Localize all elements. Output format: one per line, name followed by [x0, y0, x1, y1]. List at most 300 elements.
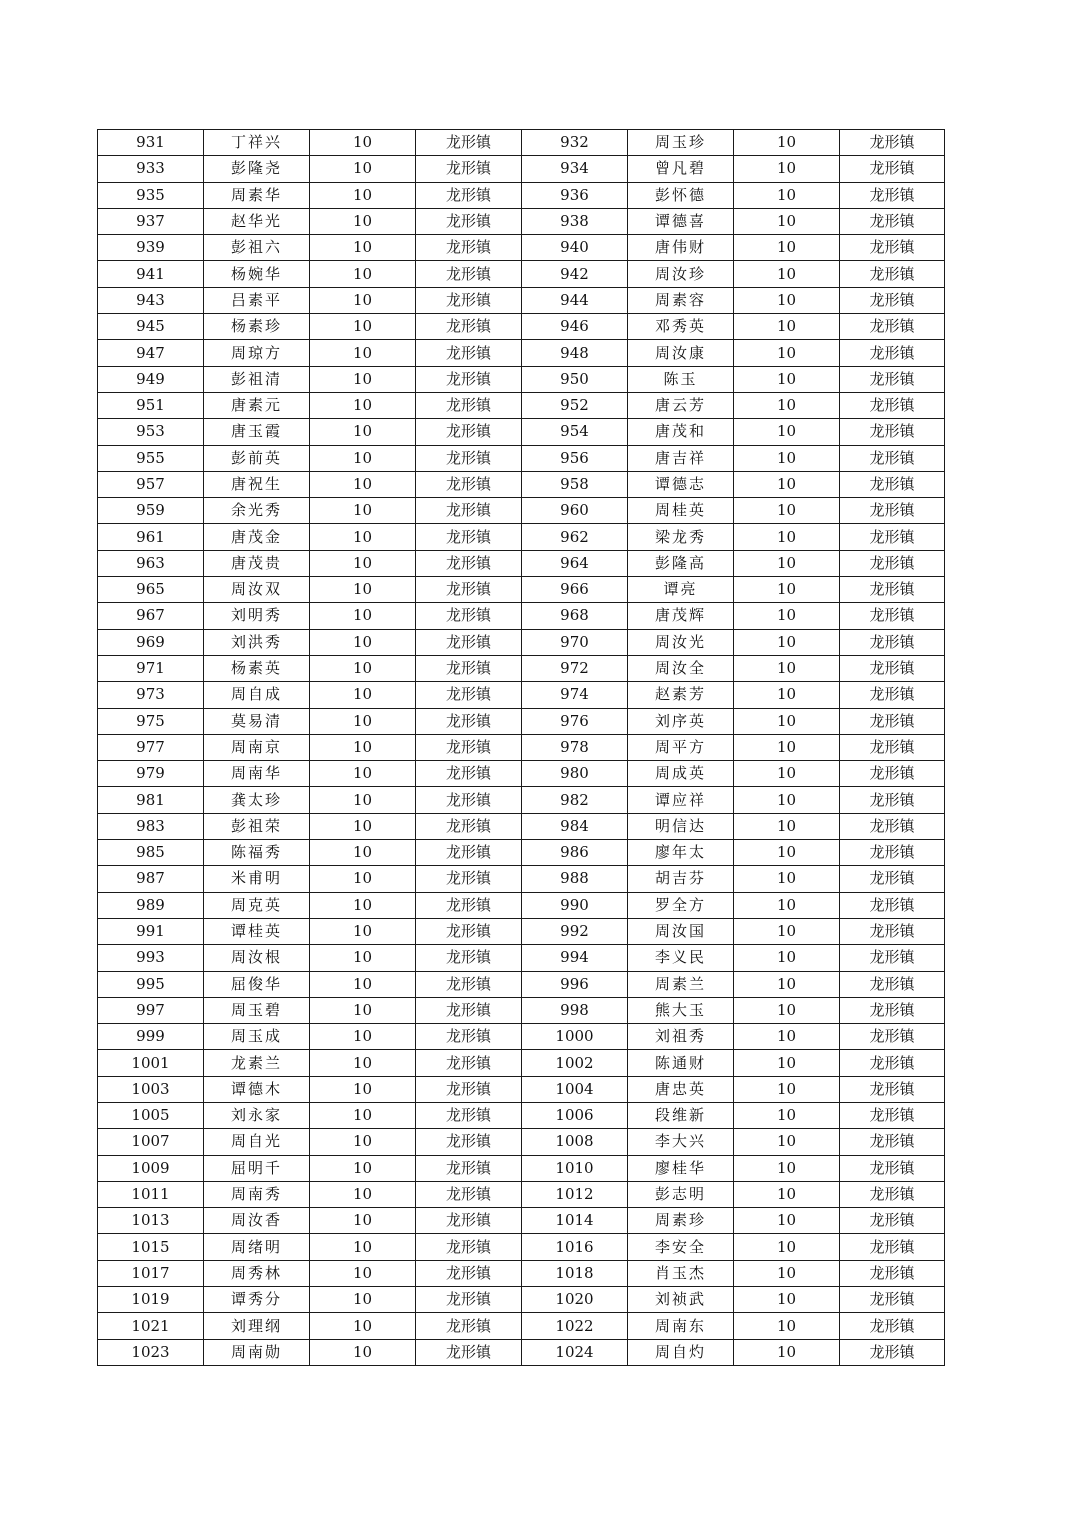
- person-name-cell: 谭德木: [204, 1076, 310, 1102]
- town-name-cell: 龙形镇: [416, 734, 522, 760]
- amount-value-cell: 10: [734, 1234, 840, 1260]
- table-row: [98, 603, 945, 629]
- person-name-cell: 赵素芳: [628, 682, 734, 708]
- person-name-cell: 彭祖六: [204, 235, 310, 261]
- town-name-cell: 龙形镇: [416, 392, 522, 418]
- town-name-cell: 龙形镇: [840, 524, 945, 550]
- record-number-cell: 986: [522, 840, 628, 866]
- amount-value-cell: 10: [310, 787, 416, 813]
- record-number-cell: 998: [522, 997, 628, 1023]
- amount-value-cell: 10: [310, 1208, 416, 1234]
- person-name-cell: 胡吉芬: [628, 866, 734, 892]
- table-row: [98, 655, 945, 681]
- town-name-cell: 龙形镇: [840, 997, 945, 1023]
- person-name-cell: 邓秀英: [628, 314, 734, 340]
- table-row: [98, 366, 945, 392]
- person-name-cell: 周南华: [204, 761, 310, 787]
- amount-value-cell: 10: [734, 392, 840, 418]
- record-number-cell: 1005: [98, 1102, 204, 1128]
- person-name-cell: 屈俊华: [204, 971, 310, 997]
- record-number-cell: 952: [522, 392, 628, 418]
- table-row: [98, 840, 945, 866]
- table-row: [98, 392, 945, 418]
- town-name-cell: 龙形镇: [416, 1102, 522, 1128]
- person-name-cell: 刘祖秀: [628, 1024, 734, 1050]
- town-name-cell: 龙形镇: [416, 130, 522, 156]
- record-number-cell: 981: [98, 787, 204, 813]
- amount-value-cell: 10: [310, 918, 416, 944]
- person-name-cell: 廖桂华: [628, 1155, 734, 1181]
- record-number-cell: 1001: [98, 1050, 204, 1076]
- town-name-cell: 龙形镇: [840, 156, 945, 182]
- person-name-cell: 刘理纲: [204, 1313, 310, 1339]
- person-name-cell: 杨婉华: [204, 261, 310, 287]
- person-name-cell: 周素华: [204, 182, 310, 208]
- record-number-cell: 1021: [98, 1313, 204, 1339]
- town-name-cell: 龙形镇: [840, 445, 945, 471]
- person-name-cell: 屈明千: [204, 1155, 310, 1181]
- amount-value-cell: 10: [310, 1339, 416, 1365]
- person-name-cell: 周南秀: [204, 1181, 310, 1207]
- amount-value-cell: 10: [734, 1181, 840, 1207]
- table-row: [98, 577, 945, 603]
- town-name-cell: 龙形镇: [840, 287, 945, 313]
- person-name-cell: 罗全方: [628, 892, 734, 918]
- town-name-cell: 龙形镇: [416, 498, 522, 524]
- amount-value-cell: 10: [310, 471, 416, 497]
- town-name-cell: 龙形镇: [840, 840, 945, 866]
- person-name-cell: 唐茂金: [204, 524, 310, 550]
- amount-value-cell: 10: [310, 761, 416, 787]
- amount-value-cell: 10: [734, 156, 840, 182]
- record-number-cell: 937: [98, 208, 204, 234]
- town-name-cell: 龙形镇: [840, 813, 945, 839]
- town-name-cell: 龙形镇: [840, 182, 945, 208]
- amount-value-cell: 10: [734, 655, 840, 681]
- table-row: [98, 1313, 945, 1339]
- person-name-cell: 谭秀分: [204, 1287, 310, 1313]
- table-row: [98, 471, 945, 497]
- table-row: [98, 1260, 945, 1286]
- person-name-cell: 余光秀: [204, 498, 310, 524]
- record-number-cell: 962: [522, 524, 628, 550]
- person-name-cell: 刘祯武: [628, 1287, 734, 1313]
- record-number-cell: 984: [522, 813, 628, 839]
- amount-value-cell: 10: [310, 655, 416, 681]
- record-number-cell: 996: [522, 971, 628, 997]
- town-name-cell: 龙形镇: [840, 471, 945, 497]
- amount-value-cell: 10: [310, 603, 416, 629]
- amount-value-cell: 10: [734, 813, 840, 839]
- town-name-cell: 龙形镇: [416, 208, 522, 234]
- amount-value-cell: 10: [310, 524, 416, 550]
- record-number-cell: 1019: [98, 1287, 204, 1313]
- town-name-cell: 龙形镇: [840, 892, 945, 918]
- town-name-cell: 龙形镇: [840, 734, 945, 760]
- town-name-cell: 龙形镇: [416, 287, 522, 313]
- record-number-cell: 964: [522, 550, 628, 576]
- record-number-cell: 957: [98, 471, 204, 497]
- town-name-cell: 龙形镇: [416, 1129, 522, 1155]
- person-name-cell: 周琼方: [204, 340, 310, 366]
- person-name-cell: 刘永家: [204, 1102, 310, 1128]
- town-name-cell: 龙形镇: [416, 419, 522, 445]
- person-name-cell: 龚太珍: [204, 787, 310, 813]
- table-row: [98, 1208, 945, 1234]
- amount-value-cell: 10: [734, 840, 840, 866]
- town-name-cell: 龙形镇: [840, 550, 945, 576]
- record-number-cell: 988: [522, 866, 628, 892]
- town-name-cell: 龙形镇: [840, 945, 945, 971]
- amount-value-cell: 10: [734, 682, 840, 708]
- record-number-cell: 935: [98, 182, 204, 208]
- person-name-cell: 刘序英: [628, 708, 734, 734]
- person-name-cell: 熊大玉: [628, 997, 734, 1023]
- table-row: [98, 1129, 945, 1155]
- town-name-cell: 龙形镇: [840, 1155, 945, 1181]
- table-row: [98, 1339, 945, 1365]
- amount-value-cell: 10: [734, 787, 840, 813]
- amount-value-cell: 10: [310, 261, 416, 287]
- person-name-cell: 彭隆尧: [204, 156, 310, 182]
- town-name-cell: 龙形镇: [416, 471, 522, 497]
- record-number-cell: 1004: [522, 1076, 628, 1102]
- roster-table: [97, 129, 945, 1366]
- record-number-cell: 1008: [522, 1129, 628, 1155]
- table-row: [98, 761, 945, 787]
- town-name-cell: 龙形镇: [416, 1208, 522, 1234]
- town-name-cell: 龙形镇: [840, 498, 945, 524]
- record-number-cell: 997: [98, 997, 204, 1023]
- person-name-cell: 明信达: [628, 813, 734, 839]
- record-number-cell: 990: [522, 892, 628, 918]
- record-number-cell: 956: [522, 445, 628, 471]
- table-row: [98, 1024, 945, 1050]
- town-name-cell: 龙形镇: [416, 1234, 522, 1260]
- person-name-cell: 周南东: [628, 1313, 734, 1339]
- table-row: [98, 1181, 945, 1207]
- record-number-cell: 967: [98, 603, 204, 629]
- town-name-cell: 龙形镇: [416, 1155, 522, 1181]
- amount-value-cell: 10: [734, 629, 840, 655]
- record-number-cell: 1012: [522, 1181, 628, 1207]
- amount-value-cell: 10: [310, 813, 416, 839]
- person-name-cell: 李义民: [628, 945, 734, 971]
- record-number-cell: 993: [98, 945, 204, 971]
- amount-value-cell: 10: [734, 866, 840, 892]
- amount-value-cell: 10: [734, 235, 840, 261]
- town-name-cell: 龙形镇: [416, 813, 522, 839]
- town-name-cell: 龙形镇: [840, 1050, 945, 1076]
- town-name-cell: 龙形镇: [416, 603, 522, 629]
- town-name-cell: 龙形镇: [416, 340, 522, 366]
- person-name-cell: 刘洪秀: [204, 629, 310, 655]
- record-number-cell: 985: [98, 840, 204, 866]
- amount-value-cell: 10: [734, 498, 840, 524]
- town-name-cell: 龙形镇: [840, 761, 945, 787]
- record-number-cell: 968: [522, 603, 628, 629]
- amount-value-cell: 10: [734, 1287, 840, 1313]
- town-name-cell: 龙形镇: [840, 208, 945, 234]
- person-name-cell: 彭祖清: [204, 366, 310, 392]
- amount-value-cell: 10: [310, 1155, 416, 1181]
- town-name-cell: 龙形镇: [840, 682, 945, 708]
- person-name-cell: 周素珍: [628, 1208, 734, 1234]
- person-name-cell: 周成英: [628, 761, 734, 787]
- town-name-cell: 龙形镇: [416, 629, 522, 655]
- person-name-cell: 米甫明: [204, 866, 310, 892]
- record-number-cell: 1009: [98, 1155, 204, 1181]
- amount-value-cell: 10: [734, 471, 840, 497]
- record-number-cell: 953: [98, 419, 204, 445]
- person-name-cell: 周汝香: [204, 1208, 310, 1234]
- amount-value-cell: 10: [310, 182, 416, 208]
- amount-value-cell: 10: [734, 366, 840, 392]
- amount-value-cell: 10: [734, 1076, 840, 1102]
- town-name-cell: 龙形镇: [840, 340, 945, 366]
- record-number-cell: 954: [522, 419, 628, 445]
- table-row: [98, 235, 945, 261]
- amount-value-cell: 10: [310, 392, 416, 418]
- town-name-cell: 龙形镇: [840, 629, 945, 655]
- town-name-cell: 龙形镇: [840, 787, 945, 813]
- person-name-cell: 彭祖荣: [204, 813, 310, 839]
- table-row: [98, 997, 945, 1023]
- record-number-cell: 951: [98, 392, 204, 418]
- person-name-cell: 谭德喜: [628, 208, 734, 234]
- amount-value-cell: 10: [310, 340, 416, 366]
- amount-value-cell: 10: [310, 708, 416, 734]
- amount-value-cell: 10: [734, 1260, 840, 1286]
- amount-value-cell: 10: [734, 314, 840, 340]
- record-number-cell: 948: [522, 340, 628, 366]
- person-name-cell: 唐祝生: [204, 471, 310, 497]
- record-number-cell: 1006: [522, 1102, 628, 1128]
- amount-value-cell: 10: [310, 629, 416, 655]
- amount-value-cell: 10: [734, 1050, 840, 1076]
- amount-value-cell: 10: [734, 971, 840, 997]
- town-name-cell: 龙形镇: [416, 1050, 522, 1076]
- amount-value-cell: 10: [310, 1313, 416, 1339]
- record-number-cell: 1014: [522, 1208, 628, 1234]
- town-name-cell: 龙形镇: [416, 945, 522, 971]
- town-name-cell: 龙形镇: [416, 708, 522, 734]
- record-number-cell: 1018: [522, 1260, 628, 1286]
- person-name-cell: 陈通财: [628, 1050, 734, 1076]
- person-name-cell: 周汝双: [204, 577, 310, 603]
- record-number-cell: 976: [522, 708, 628, 734]
- person-name-cell: 杨素珍: [204, 314, 310, 340]
- record-number-cell: 944: [522, 287, 628, 313]
- record-number-cell: 975: [98, 708, 204, 734]
- table-row: [98, 682, 945, 708]
- table-row: [98, 130, 945, 156]
- town-name-cell: 龙形镇: [840, 314, 945, 340]
- town-name-cell: 龙形镇: [840, 1287, 945, 1313]
- table-row: [98, 945, 945, 971]
- record-number-cell: 949: [98, 366, 204, 392]
- record-number-cell: 945: [98, 314, 204, 340]
- town-name-cell: 龙形镇: [840, 971, 945, 997]
- amount-value-cell: 10: [310, 1050, 416, 1076]
- table-row: [98, 550, 945, 576]
- table-row: [98, 918, 945, 944]
- record-number-cell: 960: [522, 498, 628, 524]
- amount-value-cell: 10: [734, 577, 840, 603]
- amount-value-cell: 10: [310, 366, 416, 392]
- table-row: [98, 971, 945, 997]
- person-name-cell: 唐茂贵: [204, 550, 310, 576]
- record-number-cell: 1015: [98, 1234, 204, 1260]
- amount-value-cell: 10: [310, 156, 416, 182]
- town-name-cell: 龙形镇: [840, 1102, 945, 1128]
- person-name-cell: 周玉碧: [204, 997, 310, 1023]
- person-name-cell: 周克英: [204, 892, 310, 918]
- amount-value-cell: 10: [734, 340, 840, 366]
- amount-value-cell: 10: [310, 287, 416, 313]
- town-name-cell: 龙形镇: [416, 918, 522, 944]
- record-number-cell: 974: [522, 682, 628, 708]
- table-row: [98, 629, 945, 655]
- amount-value-cell: 10: [734, 708, 840, 734]
- town-name-cell: 龙形镇: [840, 1024, 945, 1050]
- person-name-cell: 肖玉杰: [628, 1260, 734, 1286]
- record-number-cell: 1003: [98, 1076, 204, 1102]
- table-row: [98, 1234, 945, 1260]
- person-name-cell: 唐云芳: [628, 392, 734, 418]
- person-name-cell: 周玉成: [204, 1024, 310, 1050]
- person-name-cell: 谭亮: [628, 577, 734, 603]
- person-name-cell: 曾凡碧: [628, 156, 734, 182]
- town-name-cell: 龙形镇: [416, 997, 522, 1023]
- town-name-cell: 龙形镇: [416, 156, 522, 182]
- record-number-cell: 966: [522, 577, 628, 603]
- record-number-cell: 1020: [522, 1287, 628, 1313]
- record-number-cell: 955: [98, 445, 204, 471]
- person-name-cell: 周素兰: [628, 971, 734, 997]
- record-number-cell: 973: [98, 682, 204, 708]
- town-name-cell: 龙形镇: [416, 235, 522, 261]
- person-name-cell: 周自灼: [628, 1339, 734, 1365]
- town-name-cell: 龙形镇: [840, 918, 945, 944]
- amount-value-cell: 10: [310, 866, 416, 892]
- person-name-cell: 谭桂英: [204, 918, 310, 944]
- person-name-cell: 唐忠英: [628, 1076, 734, 1102]
- record-number-cell: 963: [98, 550, 204, 576]
- table-row: [98, 708, 945, 734]
- amount-value-cell: 10: [734, 603, 840, 629]
- record-number-cell: 940: [522, 235, 628, 261]
- amount-value-cell: 10: [310, 997, 416, 1023]
- person-name-cell: 谭应祥: [628, 787, 734, 813]
- town-name-cell: 龙形镇: [840, 577, 945, 603]
- table-row: [98, 866, 945, 892]
- amount-value-cell: 10: [310, 1234, 416, 1260]
- town-name-cell: 龙形镇: [840, 235, 945, 261]
- town-name-cell: 龙形镇: [416, 314, 522, 340]
- record-number-cell: 970: [522, 629, 628, 655]
- amount-value-cell: 10: [734, 524, 840, 550]
- town-name-cell: 龙形镇: [416, 682, 522, 708]
- table-row: [98, 1155, 945, 1181]
- record-number-cell: 972: [522, 655, 628, 681]
- record-number-cell: 941: [98, 261, 204, 287]
- person-name-cell: 李大兴: [628, 1129, 734, 1155]
- record-number-cell: 931: [98, 130, 204, 156]
- amount-value-cell: 10: [734, 1129, 840, 1155]
- record-number-cell: 961: [98, 524, 204, 550]
- record-number-cell: 946: [522, 314, 628, 340]
- person-name-cell: 丁祥兴: [204, 130, 310, 156]
- amount-value-cell: 10: [310, 734, 416, 760]
- person-name-cell: 彭隆高: [628, 550, 734, 576]
- person-name-cell: 彭志明: [628, 1181, 734, 1207]
- town-name-cell: 龙形镇: [840, 1208, 945, 1234]
- record-number-cell: 958: [522, 471, 628, 497]
- amount-value-cell: 10: [734, 945, 840, 971]
- amount-value-cell: 10: [310, 550, 416, 576]
- table-row: [98, 182, 945, 208]
- town-name-cell: 龙形镇: [840, 1260, 945, 1286]
- amount-value-cell: 10: [734, 208, 840, 234]
- table-row: [98, 1102, 945, 1128]
- table-row: [98, 156, 945, 182]
- amount-value-cell: 10: [734, 892, 840, 918]
- town-name-cell: 龙形镇: [840, 655, 945, 681]
- person-name-cell: 杨素英: [204, 655, 310, 681]
- person-name-cell: 周玉珍: [628, 130, 734, 156]
- town-name-cell: 龙形镇: [416, 182, 522, 208]
- record-number-cell: 947: [98, 340, 204, 366]
- roster-body: [98, 130, 945, 1366]
- town-name-cell: 龙形镇: [840, 366, 945, 392]
- town-name-cell: 龙形镇: [416, 577, 522, 603]
- town-name-cell: 龙形镇: [840, 866, 945, 892]
- table-row: [98, 1076, 945, 1102]
- town-name-cell: 龙形镇: [416, 366, 522, 392]
- town-name-cell: 龙形镇: [840, 1313, 945, 1339]
- person-name-cell: 周秀林: [204, 1260, 310, 1286]
- amount-value-cell: 10: [310, 577, 416, 603]
- person-name-cell: 彭前英: [204, 445, 310, 471]
- record-number-cell: 933: [98, 156, 204, 182]
- record-number-cell: 995: [98, 971, 204, 997]
- amount-value-cell: 10: [310, 1260, 416, 1286]
- town-name-cell: 龙形镇: [840, 603, 945, 629]
- town-name-cell: 龙形镇: [416, 524, 522, 550]
- record-number-cell: 936: [522, 182, 628, 208]
- amount-value-cell: 10: [734, 1102, 840, 1128]
- person-name-cell: 吕素平: [204, 287, 310, 313]
- record-number-cell: 969: [98, 629, 204, 655]
- record-number-cell: 977: [98, 734, 204, 760]
- person-name-cell: 彭怀德: [628, 182, 734, 208]
- record-number-cell: 1022: [522, 1313, 628, 1339]
- person-name-cell: 梁龙秀: [628, 524, 734, 550]
- amount-value-cell: 10: [310, 1129, 416, 1155]
- person-name-cell: 唐吉祥: [628, 445, 734, 471]
- person-name-cell: 莫易清: [204, 708, 310, 734]
- amount-value-cell: 10: [310, 1102, 416, 1128]
- town-name-cell: 龙形镇: [840, 1339, 945, 1365]
- record-number-cell: 939: [98, 235, 204, 261]
- town-name-cell: 龙形镇: [416, 655, 522, 681]
- town-name-cell: 龙形镇: [416, 971, 522, 997]
- amount-value-cell: 10: [734, 261, 840, 287]
- record-number-cell: 938: [522, 208, 628, 234]
- table-row: [98, 787, 945, 813]
- person-name-cell: 段维新: [628, 1102, 734, 1128]
